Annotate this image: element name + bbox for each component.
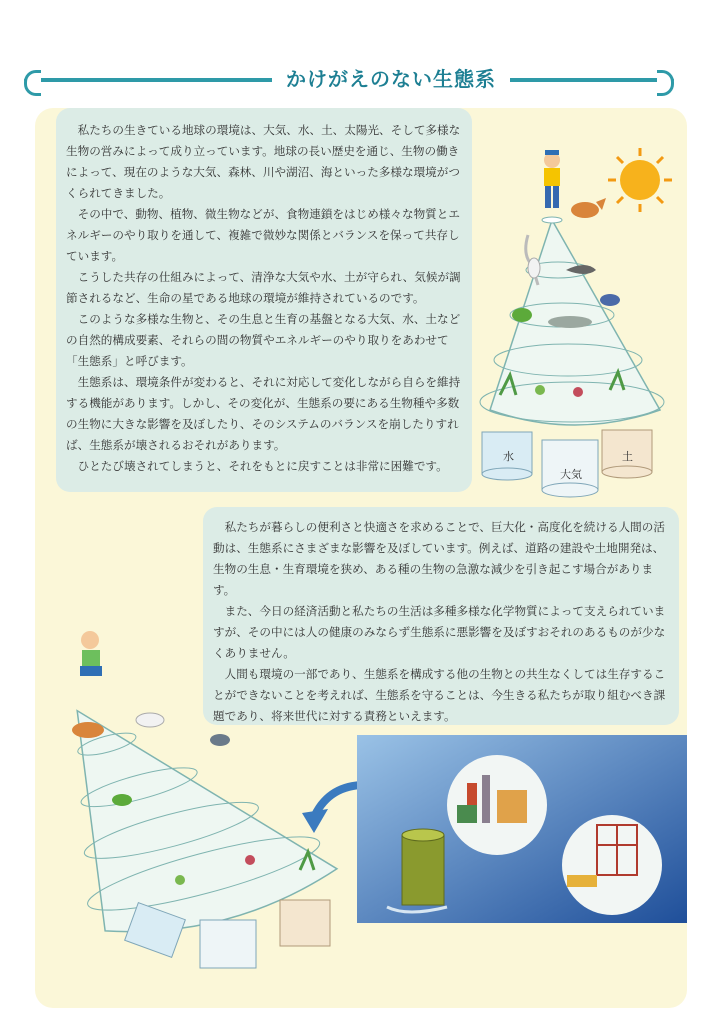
frog-icon bbox=[112, 794, 132, 806]
child-icon bbox=[544, 150, 560, 208]
title-cap-right bbox=[657, 70, 674, 96]
paragraph: こうした共存の仕組みによって、清浄な大気や水、土が守られ、気候が調節されるなど、生命の星である地球の環境が維持されているのです。 bbox=[66, 270, 461, 305]
fox-icon bbox=[571, 198, 606, 218]
paragraph: このような多様な生物と、その生息と生育の基盤となる大気、水、土などの自然的構成要素、それらの間の物質やエネルギーのやり取りをあわせて「生態系」と呼びます。 bbox=[66, 312, 461, 368]
bird-icon bbox=[210, 734, 230, 746]
paragraph: その中で、動物、植物、微生物などが、食物連鎖をはじめ様々な物質とエネルギーのやり取りを通して、複雑で微妙な関係とバランスを保って共存しています。 bbox=[66, 207, 460, 263]
title-cap-left bbox=[24, 70, 41, 96]
factory-icon bbox=[447, 755, 547, 855]
heron-icon bbox=[136, 713, 164, 727]
paragraph: ひとたび壊されてしまうと、それをもとに戻すことは非常に困難です。 bbox=[77, 459, 448, 473]
fox-icon bbox=[72, 722, 104, 738]
healthy-ecosystem-illustration bbox=[460, 140, 690, 500]
falling-child-icon bbox=[80, 631, 102, 676]
page-title: かけがえのない生態系 bbox=[272, 62, 510, 96]
label-water: 水 bbox=[503, 450, 514, 463]
label-soil: 土 bbox=[622, 450, 633, 463]
paragraph: 私たちの生きている地球の環境は、大気、水、土、太陽光、そして多様な生物の営みによって成り立っています。地球の長い歴史を通じ、生物の働きによって、現在のような大気、森林、川や湖沼、海といった多様な環境がつくられてきました。 bbox=[66, 123, 461, 200]
pollution-illustration bbox=[357, 735, 687, 923]
paragraph: 私たちが暮らしの便利さと快適さを求めることで、巨大化・高度化を続ける人間の活動は、生態系にさまざまな影響を及ぼしています。例えば、道路の建設や土地開発は、生物の生息・生育環境を狭め、ある種の生物の急激な減少を引き起こす場合があります。 bbox=[213, 520, 665, 597]
fish-icon bbox=[548, 316, 592, 328]
construction-icon bbox=[562, 815, 662, 915]
frog-icon bbox=[512, 308, 532, 322]
sun-icon bbox=[608, 148, 672, 212]
paragraph: 人間も環境の一部であり、生態系を構成する他の生物との共生なくしては生存することができないことを考えれば、生態系を守ることは、今生きる私たちが取り組むべき課題であり、将来世代に対する責務といえます。 bbox=[213, 667, 666, 723]
title-bar bbox=[24, 62, 674, 96]
paragraph: 生態系は、環境条件が変わると、それに対応して変化しながら自らを維持する機能があります。しかし、その変化が、生態系の要にある生物種や多数の生物に大きな影響を及ぼしたり、そのシステムのバランスを崩したりすれば、生態系が壊されるおそれがあります。 bbox=[66, 375, 461, 452]
intro-text-box bbox=[56, 108, 472, 492]
paragraph: また、今日の経済活動と私たちの生活は多種多様な化学物質によって支えられていますが、その中には人の健康のみならず生態系に悪影響を及ぼすおそれのあるものが少なくありません。 bbox=[213, 604, 666, 660]
bird-icon bbox=[600, 294, 620, 306]
label-air: 大気 bbox=[560, 468, 582, 481]
